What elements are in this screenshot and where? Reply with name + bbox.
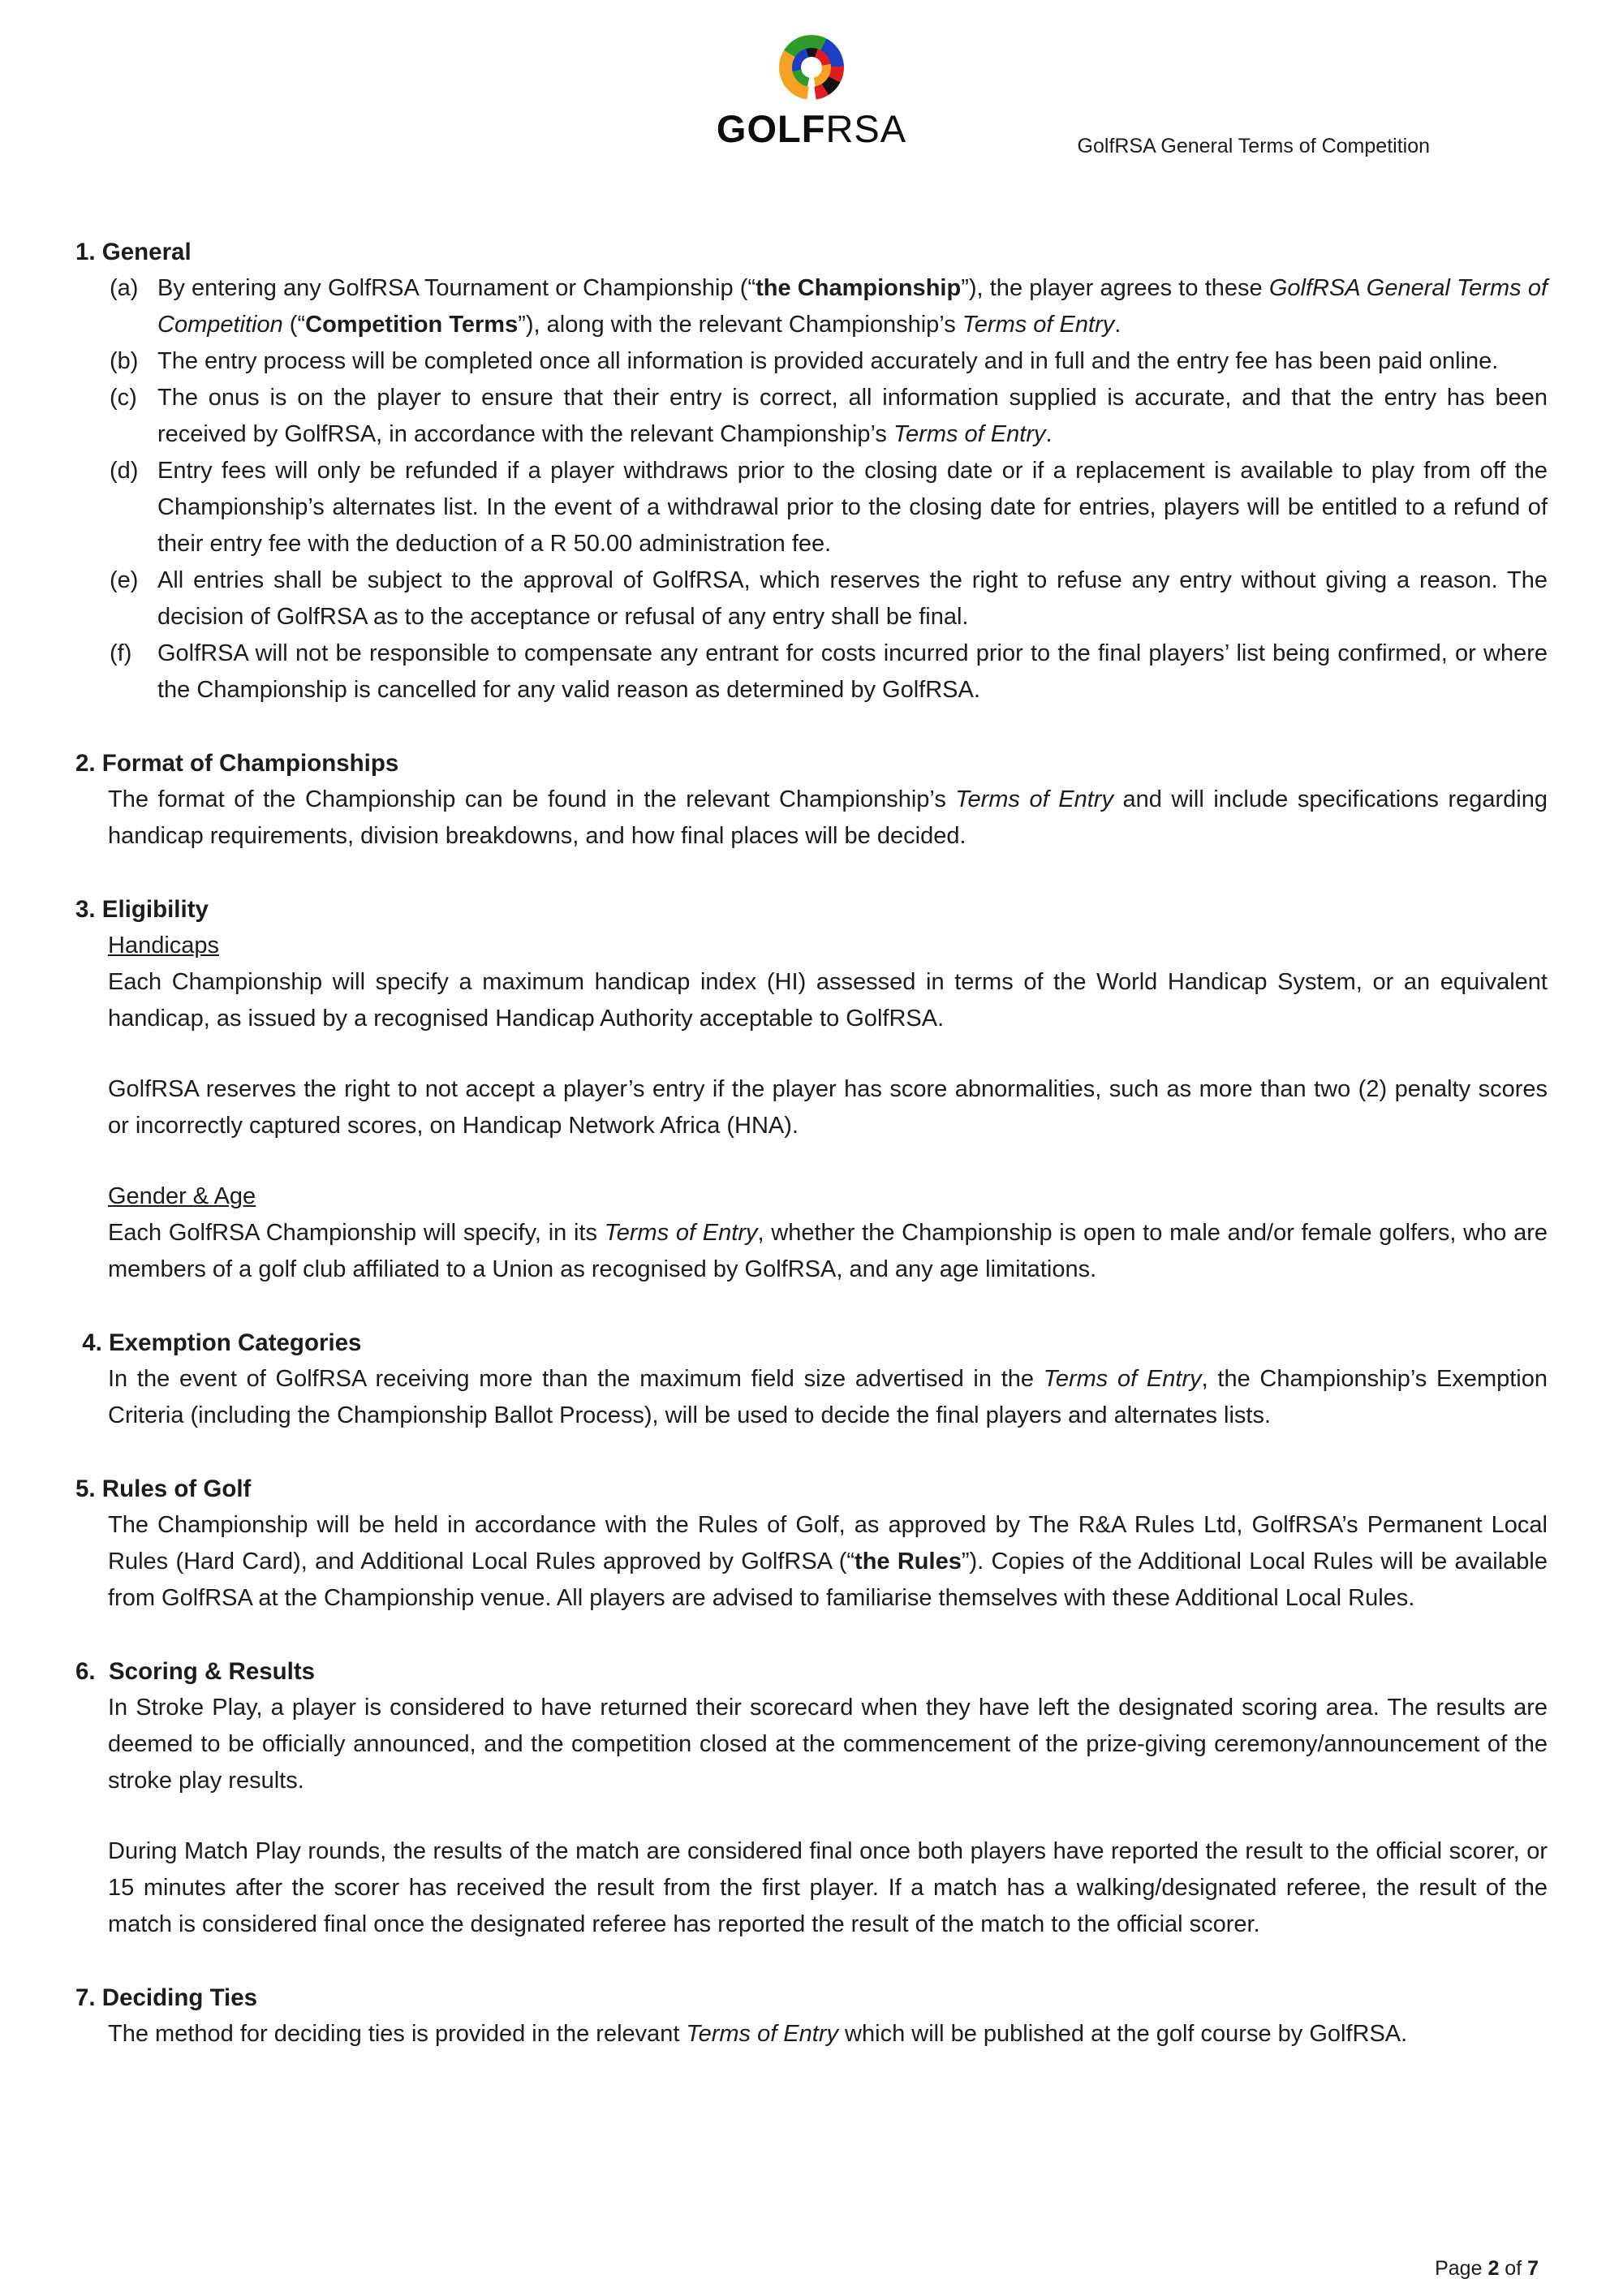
text-run: . [1045,421,1053,447]
text-run: Terms of Entry [1043,1366,1202,1392]
paragraph [108,964,1548,1037]
wordmark-rsa: RSA [825,107,907,150]
document-title-label: GolfRSA General Terms of Competition [1077,135,1430,157]
paragraph [108,2016,1548,2053]
paragraph [108,1361,1548,1434]
text-run: Terms of Entry [893,421,1046,447]
paragraph [108,1215,1548,1288]
text-run: Terms of Entry [686,2021,838,2047]
text-run: The format of the Championship can be found in the relevant Championship’s [108,786,956,812]
text-run: the Championship [756,275,962,301]
section-heading: 7. Deciding Ties [75,1984,258,2011]
list-item [110,343,1548,380]
list-item [110,270,1548,343]
text-run: which will be published at the golf course by GolfRSA. [838,2021,1408,2047]
document-header [75,35,1548,197]
footer-page-prefix: Page [1435,2257,1488,2280]
text-run: GolfRSA will not be responsible to compensate any entrant for costs incurred prior to the final players’ list being confirmed, or where the Championship is cancelled for any valid reason as determined by GolfRSA. [157,640,1548,703]
section-heading: 6. Scoring & Results [75,1658,316,1685]
list-item [110,453,1548,562]
text-run: The onus is on the player to ensure that their entry is correct, all information supplied is accurate, and that the entry has been received by GolfRSA, in accordance with the relevant Championship’s [157,385,1548,447]
text-run: and will include specifications regarding handicap requirements, division breakdowns, and how final places will be decided. [108,786,1548,849]
text-run: In Stroke Play, a player is considered to have returned their scorecard when they have left the designated scoring area. The results are deemed to be officially announced, and the competition closed at the commencement of the prize-giving ceremony/announcement of the stroke play results. [108,1695,1548,1794]
footer-page-total: 7 [1527,2257,1539,2280]
wordmark-golf: GOLF [716,107,826,150]
text-run: GolfRSA reserves the right to not accept a player’s entry if the player has score abnormalities, such as more than two (2) penalty scores or incorrectly captured scores, on Handicap Network Africa (HNA). [108,1076,1548,1139]
footer-of-text: of [1499,2257,1528,2280]
paragraph [108,1071,1548,1144]
text-run: Terms of Entry [955,786,1113,812]
document-body [75,234,1548,2053]
golfrsa-logo [706,35,917,149]
text-run: The entry process will be completed once all information is provided accurately and in full and the entry fee has been paid online. [157,348,1499,374]
text-run: , whether the Championship is open to male and/or female golfers, who are members of a golf club affiliated to a Union as recognised by GolfRSA, and any age limitations. [108,1220,1548,1282]
text-run: (“ [282,312,306,338]
text-run: In the event of GolfRSA receiving more than the maximum field size advertised in the [108,1366,1044,1392]
paragraph [108,782,1548,855]
page-footer [1412,2232,1539,2296]
golfrsa-ring-tee-notch [807,67,816,101]
section-heading: 1. General [75,239,192,265]
list-item-marker: (e) [110,567,139,593]
list-item-marker: (b) [110,348,139,374]
text-run: Entry fees will only be refunded if a player withdraws prior to the closing date or if a replacement is available to play from off the Championship’s alternates list. In the event of a withdrawal prior to the closing date for entries, players will be entitled to a refund of their entry fee with the deduction of a R 50.00 administration fee. [157,458,1548,557]
list-item [110,562,1548,635]
paragraph [108,1833,1548,1943]
text-run: By entering any GolfRSA Tournament or Championship (“ [157,275,756,301]
golfrsa-wordmark [706,107,917,150]
section-heading: 5. Rules of Golf [75,1475,252,1502]
subsection-heading: Handicaps [108,933,220,958]
subsection-heading: Gender & Age [108,1183,256,1209]
section-heading: 4. Exemption Categories [75,1329,362,1356]
text-run: The method for deciding ties is provided in the relevant [108,2021,687,2047]
text-run: During Match Play rounds, the results of the match are considered final once both players have reported the result to the official scorer, or 15 minutes after the scorer has received the result from the first player. If a match has a walking/designated referee, the result of the match is considered final once the designated referee has reported the result of the match to the official scorer. [108,1838,1548,1937]
paragraph [108,1507,1548,1617]
text-run: ”), the player agrees to these [961,275,1269,301]
text-run: . [1114,312,1121,338]
text-run: Terms of Entry [962,312,1115,338]
paragraph [108,1690,1548,1799]
footer-page-number: 2 [1487,2257,1500,2280]
text-run: All entries shall be subject to the approval of GolfRSA, which reserves the right to refuse any entry without giving a reason. The decision of GolfRSA as to the acceptance or refusal of any entry shall be final. [157,567,1548,630]
text-run: Terms of Entry [604,1220,758,1246]
text-run: ”), along with the relevant Championship’s [518,312,962,338]
text-run: GolfRSA General Terms of Competition [157,275,1548,338]
text-run: ”). Copies of the Additional Local Rules will be available from GolfRSA at the Championship venue. All players are advised to familiarise themselves with these Additional Local Rules. [108,1549,1548,1611]
list-item-marker: (a) [110,275,139,301]
text-run: the Rules [855,1549,962,1574]
list-item-marker: (c) [110,385,137,411]
section-heading: 2. Format of Championships [75,750,399,777]
text-run: , the Championship’s Exemption Criteria (including the Championship Ballot Process), will be used to decide the final players and alternates lists. [108,1366,1548,1428]
golfrsa-ring-icon [779,35,844,100]
list-item-marker: (d) [110,458,139,484]
list-item [110,380,1548,453]
text-run: Each GolfRSA Championship will specify, in its [108,1220,605,1246]
text-run: Competition Terms [305,312,519,338]
text-run: Each Championship will specify a maximum handicap index (HI) assessed in terms of the World Handicap System, or an equivalent handicap, as issued by a recognised Handicap Authority acceptable to GolfRSA. [108,969,1548,1032]
section-heading: 3. Eligibility [75,896,209,923]
list-item-marker: (f) [110,640,132,666]
list-item [110,635,1548,709]
text-run: The Championship will be held in accordance with the Rules of Golf, as approved by The R&A Rules Ltd, GolfRSA’s Permanent Local Rules (Hard Card), and Additional Local Rules approved by GolfRSA (“ [108,1512,1548,1574]
